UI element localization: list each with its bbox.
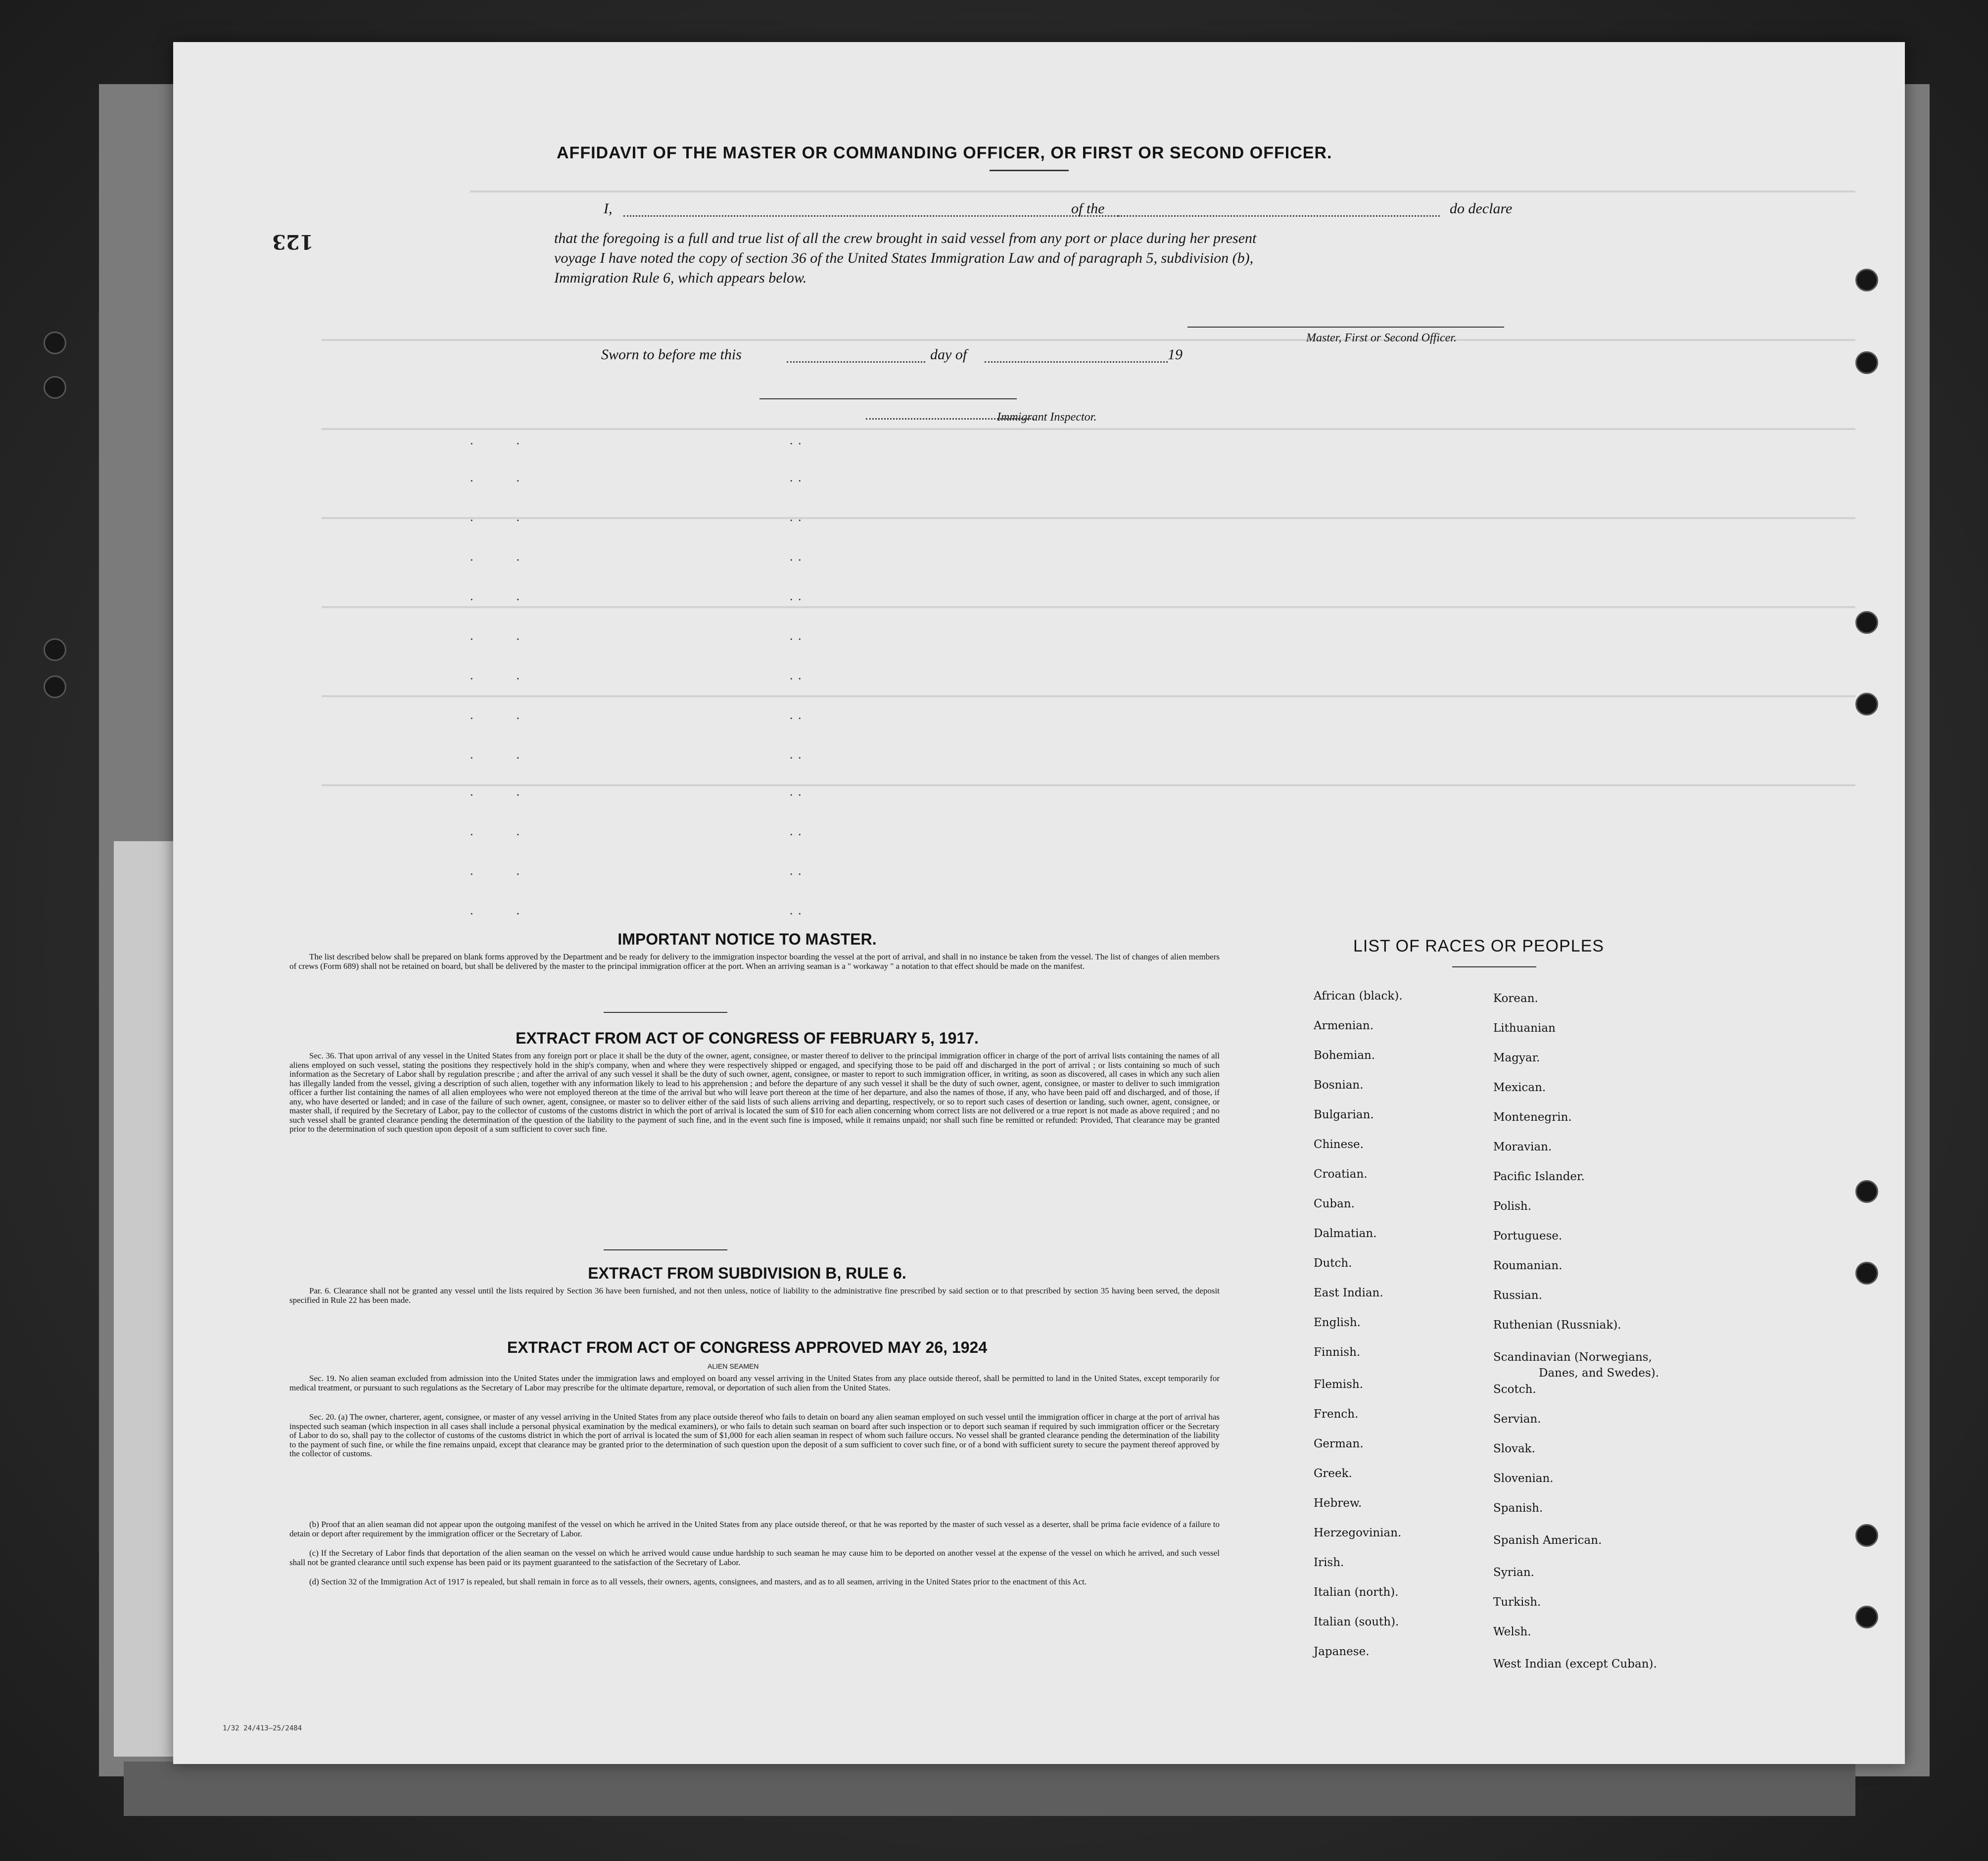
form-code: 1/32 24/413—25/2484	[223, 1724, 302, 1732]
race-item: East Indian.	[1314, 1287, 1383, 1299]
ditto-row: . . . .	[470, 628, 803, 643]
ditto-row: . . . .	[470, 470, 803, 484]
stamp-number: 123	[272, 230, 314, 253]
race-item: Polish.	[1493, 1200, 1532, 1213]
subdivision-title: EXTRACT FROM SUBDIVISION B, RULE 6.	[588, 1264, 906, 1282]
race-item: Montenegrin.	[1493, 1111, 1572, 1124]
races-title: LIST OF RACES OR PEOPLES	[1353, 937, 1605, 955]
affidavit-i: I,	[604, 200, 613, 217]
extract-1924-p3: (b) Proof that an alien seaman did not appear upon the outgoing manifest of the vessel on which he arrived in the United States from any place outside thereof, or that he was reported by the master of such vessel as a deserter, shall be prima facie evidence of a failure to detain or deport after requirement by the immigration officer or the Secretary of Labor.	[289, 1520, 1220, 1538]
punch-hole	[44, 638, 66, 661]
race-item: Flemish.	[1314, 1378, 1364, 1391]
race-item: Syrian.	[1493, 1566, 1534, 1579]
punch-hole	[44, 332, 66, 354]
race-item: Lithuanian	[1493, 1022, 1556, 1035]
crew-list-form-page	[173, 42, 1905, 1764]
ditto-row: . . . .	[470, 784, 803, 799]
affidavit-line-4: Immigration Rule 6, which appears below.	[554, 270, 807, 286]
race-item: Bulgarian.	[1314, 1108, 1374, 1121]
sworn-year: 19	[1168, 346, 1183, 363]
race-item: Spanish.	[1493, 1502, 1543, 1515]
ditto-row: . . . .	[470, 668, 803, 682]
race-item: Armenian.	[1314, 1019, 1374, 1032]
race-item: German.	[1314, 1437, 1364, 1450]
race-item: Turkish.	[1493, 1596, 1541, 1609]
ditto-row: . . . .	[470, 708, 803, 722]
affidavit-line-3: voyage I have noted the copy of section 36 of the United States Immigration Law and of paragraph 5, subdivision (b),	[554, 250, 1254, 266]
notice-title: IMPORTANT NOTICE TO MASTER.	[617, 930, 877, 948]
sworn-label: Sworn to before me this	[601, 346, 742, 363]
ditto-row: . . . .	[470, 903, 803, 917]
race-item: Italian (south).	[1314, 1616, 1399, 1628]
race-item: Bohemian.	[1314, 1049, 1375, 1062]
subdivision-text: Par. 6. Clearance shall not be granted any vessel until the lists required by Section 36 have been furnished, and not then unless, notice of liability to the administrative fine prescribed by said section or to that prescribed by section 35 having been served, the deposit specified in Rule 22 has been made.	[289, 1286, 1220, 1305]
ditto-row: . . . .	[470, 747, 803, 762]
race-item: Magyar.	[1493, 1051, 1540, 1064]
race-item: Hebrew.	[1314, 1497, 1362, 1510]
underlying-sheet-bottom	[124, 1762, 1855, 1816]
race-item: Scandinavian (Norwegians,	[1493, 1351, 1652, 1364]
extract-1917-title: EXTRACT FROM ACT OF CONGRESS OF FEBRUARY 5, 1917.	[516, 1029, 979, 1047]
race-item: Russian.	[1493, 1289, 1542, 1302]
punch-hole	[1855, 1180, 1878, 1203]
race-item: Slovak.	[1493, 1442, 1535, 1455]
race-item: Herzegovinian.	[1314, 1527, 1402, 1539]
race-item: Croatian.	[1314, 1168, 1368, 1181]
ditto-row: . . . .	[470, 549, 803, 564]
punch-hole	[1855, 611, 1878, 634]
extract-1924-title: EXTRACT FROM ACT OF CONGRESS APPROVED MAY 26, 1924	[507, 1338, 988, 1356]
race-item: Italian (north).	[1314, 1586, 1399, 1599]
race-item: Spanish American.	[1493, 1534, 1602, 1547]
race-item: Portuguese.	[1493, 1230, 1562, 1242]
race-item: Welsh.	[1493, 1625, 1531, 1638]
race-item: West Indian (except Cuban).	[1493, 1658, 1657, 1670]
ditto-row: . . . .	[470, 433, 803, 447]
affidavit-title: AFFIDAVIT OF THE MASTER OR COMMANDING OFFICER, OR FIRST OR SECOND OFFICER.	[557, 143, 1332, 162]
extract-1924-p4: (c) If the Secretary of Labor finds that deportation of the alien seaman on the vessel on which he arrived would cause undue hardship to such seaman he may cause him to be deported on another vessel at the expense of the vessel on which he arrived, and such vessel shall not be granted clearance until such expense has been paid or its payment guaranteed to the satisfaction of the Secretary of Labor.	[289, 1548, 1220, 1567]
extract-1917-text: Sec. 36. That upon arrival of any vessel in the United States from any foreign port or place it shall be the duty of the owner, agent, consignee, or master thereof to deliver to the principal immigration officer in charge of the port of arrival lists containing the names of all aliens employed on such vessel, stating the positions they respectively hold in the ship's company, when and where they were respectively shipped or engaged, and specifying those to be paid off and discharged in the port of arrival ; or lists containing so much of such information as the Secretary of Labor shall by regulation prescribe ; and after the arrival of any such vessel it shall be the duty of such owner, agent, consignee, or master to report to such immigration officer, in writing, as soon as discovered, all cases in which any such alien has illegally landed from the vessel, giving a description of such alien, together with any information likely to lead to his apprehension ; and before the departure of any such vessel it shall be the duty of such owner, agent, consignee, or master to deliver to such immigration officer a further list containing the names of all alien employees who were not employed thereon at the time of the arrival but who will leave port thereon at the time of her departure, and also the names of those, if any, who have been paid off and discharged, and of those, if any, who have deserted or landed; and in case of the failure of such owner, agent, consignee, or master so to deliver either of the said lists of such aliens arriving and departing, respectively, or so to report such cases of desertion or landing, such owner, agent, consignee, or master shall, if required by the Secretary of Labor, pay to the collector of customs of the customs district in which the port of arrival is located the sum of $10 for each alien concerning whom correct lists are not delivered or a true report is not made as above required ; and no such vessel shall be granted clearance pending the determination of the question of the liability to the payment of such fine, and in the event such fine is imposed, while it remains unpaid; nor shall such fine be remitted or refunded: Provided, That clearance may be granted prior to the determination of such question upon deposit of a sum sufficient to cover such fine.	[289, 1051, 1220, 1134]
ditto-row: . . . .	[470, 510, 803, 524]
inspector-line-1	[759, 398, 1017, 399]
race-item: Bosnian.	[1314, 1079, 1364, 1092]
race-item: Ruthenian (Russniak).	[1493, 1319, 1621, 1332]
punch-hole	[44, 376, 66, 399]
name-blank[interactable]	[623, 215, 1118, 217]
race-item: Moravian.	[1493, 1141, 1552, 1153]
race-item-cont: Danes, and Swedes).	[1539, 1367, 1659, 1380]
extract-1924-p1: Sec. 19. No alien seaman excluded from admission into the United States under the immigration laws and employed on board any vessel arriving in the United States from any place outside thereof, shall be permitted to land in the United States, except temporarily for medical treatment, or pursuant to such regulations as the Secretary of Labor may prescribe for the ultimate departure, removal, or deportation of such alien from the United States.	[289, 1374, 1220, 1392]
punch-hole	[1855, 351, 1878, 374]
sworn-day-of: day of	[930, 346, 967, 363]
race-item: Finnish.	[1314, 1346, 1361, 1359]
race-item: Greek.	[1314, 1467, 1352, 1480]
race-item: English.	[1314, 1316, 1361, 1329]
signature-line	[1187, 327, 1504, 328]
punch-hole	[1855, 1524, 1878, 1547]
race-item: Japanese.	[1314, 1645, 1370, 1658]
race-item: Scotch.	[1493, 1383, 1536, 1396]
sworn-day-blank[interactable]	[787, 361, 925, 363]
underlying-sheet-edge	[114, 841, 183, 1757]
race-item: Slovenian.	[1493, 1472, 1554, 1485]
affidavit-line-2: that the foregoing is a full and true list of all the crew brought in said vessel from any port or place during her present	[554, 230, 1257, 246]
race-item: Chinese.	[1314, 1138, 1364, 1151]
extract-1924-p2: Sec. 20. (a) The owner, charterer, agent, consignee, or master of any vessel arriving in the United States from any place outside thereof who fails to detain on board any alien seaman employed on such vessel until the immigration officer in charge at the port of arrival has inspected such seaman (which inspection in all cases shall include a personal physical examination by the medical examiners), or who fails to detain such seaman on board after such inspection or to deport such seaman if required by such immigration officer or the Secretary of Labor to do so, shall pay to the collector of customs of the customs district in which the port of arrival is located the sum of $1,000 for each alien seaman in respect of whom such failure occurs. No vessel shall be granted clearance pending the determination of the liability to the payment of such fine, or while the fine remains unpaid, except that clearance may be granted prior to the determination of such question upon the deposit of a sum sufficient to cover such fine, or of a bond with sufficient surety to secure the payment thereof approved by the collector of customs.	[289, 1412, 1220, 1458]
vessel-blank[interactable]	[1118, 215, 1440, 217]
extract-1924-subtitle: ALIEN SEAMEN	[708, 1362, 759, 1370]
divider	[1452, 966, 1536, 967]
race-item: Servian.	[1493, 1413, 1541, 1426]
divider	[604, 1012, 727, 1013]
punch-hole	[1855, 693, 1878, 716]
ditto-row: . . . .	[470, 589, 803, 603]
affidavit-of-the: of the	[1071, 200, 1105, 217]
divider	[990, 170, 1069, 171]
sworn-month-blank[interactable]	[985, 361, 1168, 363]
notice-text: The list described below shall be prepared on blank forms approved by the Department and be ready for delivery to the immigration inspector boarding the vessel at the port of arrival, and shall in no instance be taken from the vessel. The list of changes of alien members of crews (Form 689) shall not be retained on board, but shall be delivered by the master to the principal immigration officer at the port. When an arriving seaman is a " workaway " a notation to that effect should be made on the manifest.	[289, 952, 1220, 971]
punch-hole	[44, 675, 66, 698]
punch-hole	[1855, 1262, 1878, 1285]
affidavit-declare: do declare	[1450, 200, 1513, 217]
punch-hole	[1855, 269, 1878, 291]
race-item: French.	[1314, 1408, 1359, 1421]
race-item: Korean.	[1493, 992, 1538, 1005]
race-item: Dutch.	[1314, 1257, 1352, 1270]
race-item: Dalmatian.	[1314, 1227, 1377, 1240]
race-item: Irish.	[1314, 1556, 1344, 1569]
race-item: Roumanian.	[1493, 1259, 1562, 1272]
race-item: Cuban.	[1314, 1197, 1355, 1210]
race-item: Pacific Islander.	[1493, 1170, 1585, 1183]
inspector-caption: Immigrant Inspector.	[997, 411, 1097, 424]
race-item: African (black).	[1314, 990, 1403, 1002]
bleed-through	[173, 42, 1905, 1764]
signature-caption: Master, First or Second Officer.	[1306, 332, 1457, 344]
divider	[604, 1249, 727, 1250]
race-item: Mexican.	[1493, 1081, 1546, 1094]
punch-hole	[1855, 1606, 1878, 1628]
extract-1924-p5: (d) Section 32 of the Immigration Act of 1917 is repealed, but shall remain in force as to all vessels, their owners, agents, consignees, and masters, and as to all seamen, arriving in the United States prior to the enactment of this Act.	[309, 1577, 1087, 1586]
ditto-row: . . . .	[470, 863, 803, 878]
ditto-row: . . . .	[470, 824, 803, 838]
